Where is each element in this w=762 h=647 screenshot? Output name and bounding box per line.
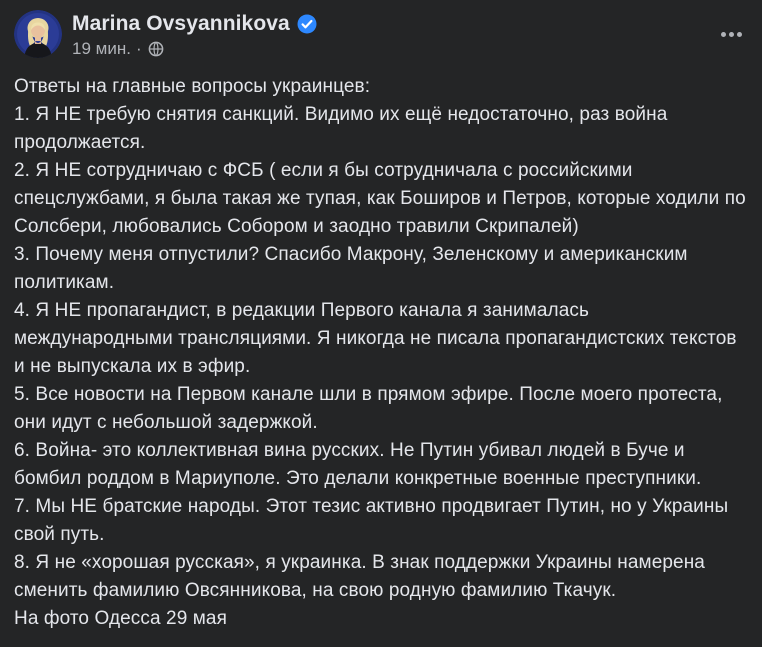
post-text-paragraph: 7. Мы НЕ братские народы. Этот тезис активно продвигает Путин, но у Украины свой путь. <box>14 496 734 545</box>
globe-icon <box>148 41 164 57</box>
post-text-paragraph: 2. Я НЕ сотрудничаю с ФСБ ( если я бы сотрудничала с российскими спецслужбами, я была такая же тупая, как Боширов и Петров, которые ходили по Солсбери, любовались Собором и заодно травили Скрипалей) <box>14 160 752 237</box>
timestamp[interactable]: 19 мин. <box>72 39 131 58</box>
avatar[interactable] <box>14 10 62 58</box>
author-name-row <box>72 12 317 36</box>
post-text-paragraph: Ответы на главные вопросы украинцев: <box>14 76 371 97</box>
post-header-info <box>72 10 317 59</box>
verified-badge-icon <box>297 14 317 34</box>
ellipsis-icon <box>721 32 726 37</box>
post-text-paragraph: 3. Почему меня отпустили? Спасибо Макрону, Зеленскому и американским политикам. <box>14 244 693 293</box>
post-text-paragraph: 6. Война- это коллективная вина русских. Не Путин убивал людей в Буче и бомбил роддом в Мариуполе. Это делали конкретные военные преступники. <box>14 440 702 489</box>
meta-separator: · <box>135 39 142 58</box>
more-options-button[interactable] <box>715 26 748 43</box>
ellipsis-icon <box>729 32 734 37</box>
post-header <box>0 0 762 65</box>
post-text-paragraph: На фото Одесса 29 мая <box>14 608 227 629</box>
post-text-paragraph: 5. Все новости на Первом канале шли в прямом эфире. После моего протеста, они идут с небольшой задержкой. <box>14 384 728 433</box>
post-text <box>0 65 762 647</box>
post-text-paragraph: 1. Я НЕ требую снятия санкций. Видимо их ещё недостаточно, раз война продолжается. <box>14 104 673 153</box>
post-meta-row <box>72 39 317 59</box>
author-name[interactable]: Marina Ovsyannikova <box>72 12 290 35</box>
avatar-image <box>14 10 62 58</box>
post-text-paragraph: 4. Я НЕ пропагандист, в редакции Первого канала я занималась международными трансляциями. Я никогда не писала пропагандистских текстов и не выпускала их в эфир. <box>14 300 743 377</box>
ellipsis-icon <box>737 32 742 37</box>
post-text-paragraph: 8. Я не «хорошая русская», я украинка. В знак поддержки Украины намерена сменить фамилию Овсянникова, на свою родную фамилию Ткачук. <box>14 552 711 601</box>
